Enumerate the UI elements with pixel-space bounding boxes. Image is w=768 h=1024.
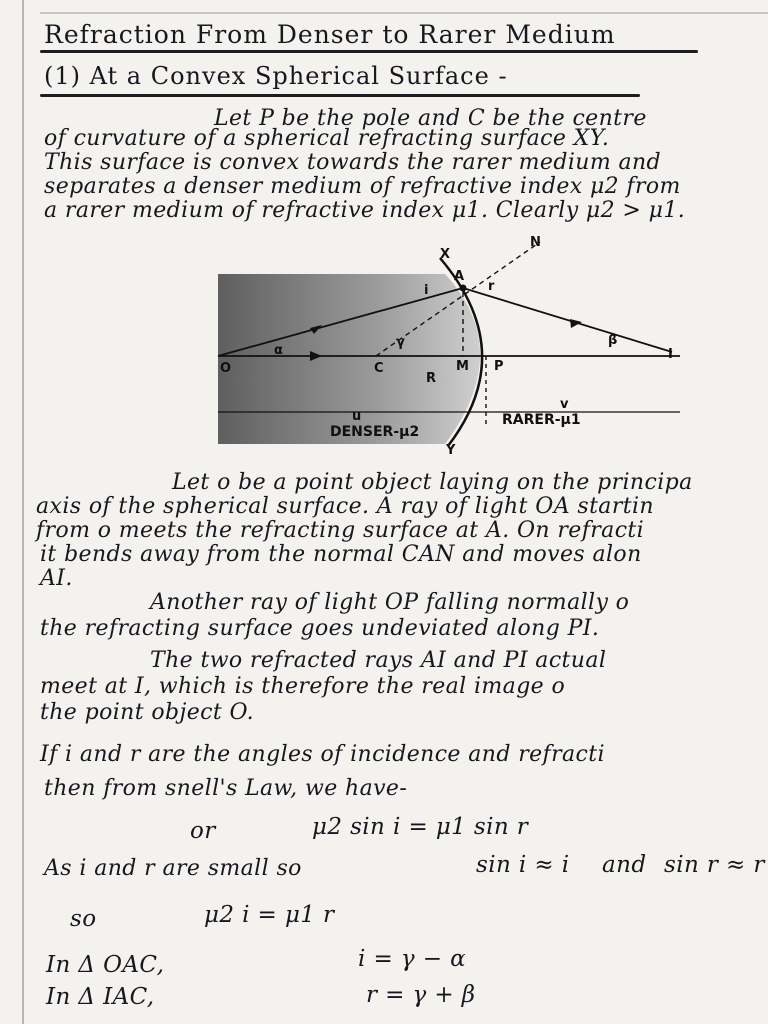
label-i: i: [424, 283, 429, 298]
para3-line-2: meet at I, which is therefore the real image o: [40, 674, 566, 699]
triangle-iac-equation: r = γ + β: [366, 982, 476, 1008]
ray-diagram-svg: [210, 232, 690, 462]
subheading: (1) At a Convex Spherical Surface -: [44, 62, 508, 90]
subheading-underline: [40, 94, 640, 97]
para4-line-2: then from snell's Law, we have-: [44, 776, 408, 801]
label-rarer-medium: RARER-μ1: [502, 412, 581, 428]
refraction-diagram: [210, 232, 690, 462]
para2-line-2: the refracting surface goes undeviated along PI.: [40, 616, 600, 641]
para2-line-1: Another ray of light OP falling normally o: [150, 590, 630, 615]
label-u: u: [352, 409, 362, 424]
label-m: M: [456, 359, 469, 374]
para3-line-1: The two refracted rays AI and PI actual: [150, 648, 607, 673]
sin-r-approximation: sin r ≈ r: [664, 852, 765, 878]
label-c: C: [374, 361, 384, 376]
denser-medium-region: [218, 274, 480, 444]
or-word: or: [190, 818, 216, 844]
triangle-iac-label: In Δ IAC,: [46, 984, 155, 1010]
triangle-oac-equation: i = γ − α: [358, 946, 467, 972]
small-angle-equation: μ2 i = μ1 r: [204, 902, 335, 928]
label-denser-medium: DENSER-μ2: [330, 424, 420, 440]
para1-line-4: it bends away from the normal CAN and moves alon: [40, 542, 642, 567]
intro-line-2: of curvature of a spherical refracting surface XY.: [44, 126, 610, 151]
triangle-oac-label: In Δ OAC,: [46, 952, 165, 978]
intro-line-4: separates a denser medium of refractive index μ2 from: [44, 174, 681, 199]
label-o: O: [220, 361, 232, 376]
intro-line-5: a rarer medium of refractive index μ1. Clearly μ2 > μ1.: [44, 198, 686, 223]
snell-law-equation: μ2 sin i = μ1 sin r: [312, 814, 529, 840]
label-v: v: [560, 397, 569, 412]
label-p: P: [494, 359, 504, 374]
label-r: r: [488, 279, 495, 294]
point-a: [460, 285, 467, 292]
label-n: N: [530, 235, 541, 250]
so-word: so: [70, 906, 97, 932]
small-angle-statement: As i and r are small so: [44, 856, 302, 881]
label-beta: β: [608, 333, 618, 348]
heading-underline: [40, 50, 698, 53]
para1-line-3: from o meets the refracting surface at A. On refracti: [36, 518, 645, 543]
heading: Refraction From Denser to Rarer Medium: [44, 20, 616, 49]
label-alpha: α: [274, 343, 283, 358]
label-gamma: γ: [396, 335, 405, 350]
intro-line-1: Let P be the pole and C be the centre: [214, 106, 647, 131]
para4-line-1: If i and r are the angles of incidence and refracti: [40, 742, 605, 767]
label-image-i: I: [668, 347, 673, 362]
para1-line-5: AI.: [40, 566, 73, 591]
para1-line-1: Let o be a point object laying on the principa: [172, 470, 693, 495]
refracted-ray-ai: [463, 288, 672, 352]
page-top-line: [40, 12, 768, 14]
label-x: X: [440, 247, 451, 262]
label-radius: R: [426, 371, 437, 386]
and-word: and: [602, 852, 647, 878]
intro-line-3: This surface is convex towards the rarer medium and: [44, 150, 662, 175]
label-a: A: [454, 269, 465, 284]
label-y: Y: [446, 443, 456, 458]
margin-line: [22, 0, 24, 1024]
para3-line-3: the point object O.: [40, 700, 255, 725]
sin-i-approximation: sin i ≈ i: [476, 852, 570, 878]
para1-line-2: axis of the spherical surface. A ray of light OA startin: [36, 494, 654, 519]
